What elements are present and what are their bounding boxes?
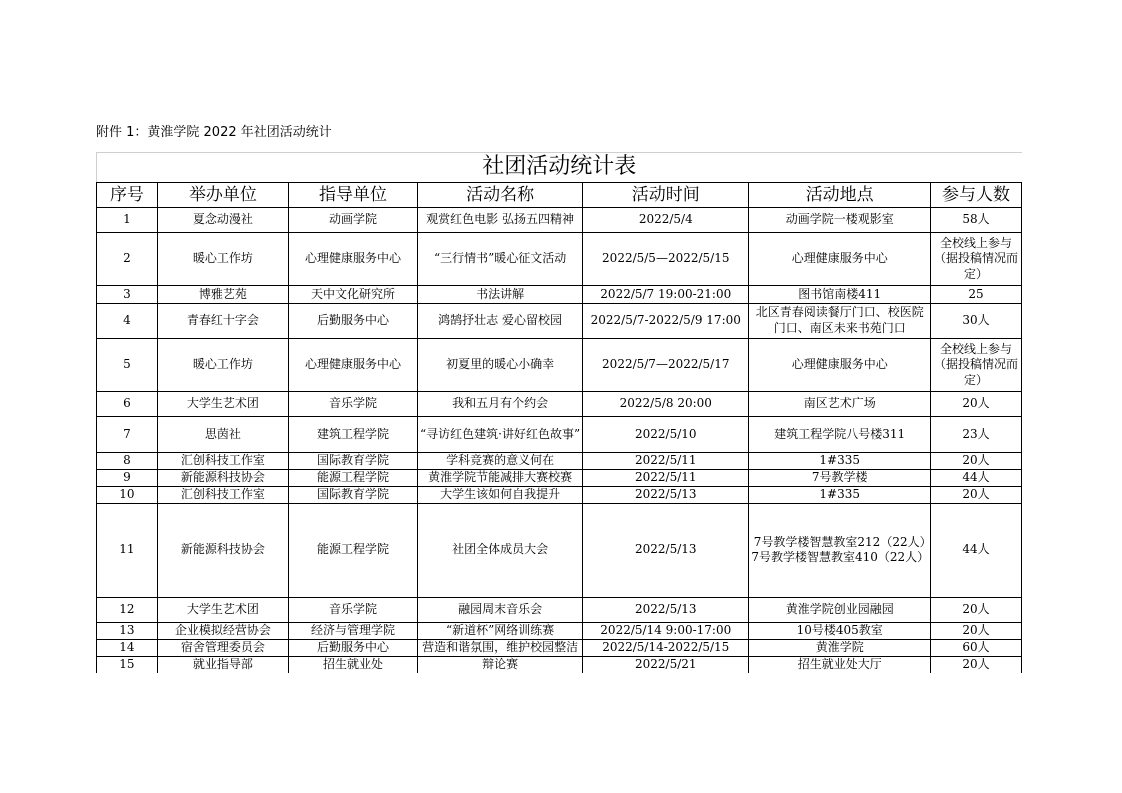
cell-location: 1#335 xyxy=(749,453,931,470)
cell-activity-name: 黄淮学院节能减排大赛校赛 xyxy=(418,469,583,486)
cell-activity-time: 2022/5/4 xyxy=(583,208,749,233)
cell-participants: 全校线上参与（据投稿情况而定） xyxy=(931,339,1022,392)
cell-activity-time: 2022/5/14 9:00-17:00 xyxy=(583,622,749,639)
table-row xyxy=(97,208,1022,233)
cell-participants: 20人 xyxy=(931,486,1022,503)
table-row xyxy=(97,233,1022,286)
cell-activity-time: 2022/5/11 xyxy=(583,453,749,470)
cell-participants: 30人 xyxy=(931,304,1022,339)
cell-supervisor: 天中文化研究所 xyxy=(288,286,417,304)
table-row xyxy=(97,656,1022,673)
cell-supervisor: 建筑工程学院 xyxy=(288,417,417,453)
cell-organizer: 宿舍管理委员会 xyxy=(157,639,288,656)
cell-activity-name: 融园周末音乐会 xyxy=(418,597,583,622)
cell-supervisor: 动画学院 xyxy=(288,208,417,233)
cell-supervisor: 音乐学院 xyxy=(288,392,417,417)
cell-activity-time: 2022/5/13 xyxy=(583,597,749,622)
cell-activity-time: 2022/5/21 xyxy=(583,656,749,673)
cell-organizer: 暖心工作坊 xyxy=(157,233,288,286)
cell-supervisor: 国际教育学院 xyxy=(288,453,417,470)
cell-index: 6 xyxy=(97,392,158,417)
cell-supervisor: 后勤服务中心 xyxy=(288,639,417,656)
cell-index: 7 xyxy=(97,417,158,453)
cell-participants: 20人 xyxy=(931,392,1022,417)
cell-supervisor: 心理健康服务中心 xyxy=(288,339,417,392)
cell-location: 心理健康服务中心 xyxy=(749,339,931,392)
cell-participants: 20人 xyxy=(931,597,1022,622)
table-row xyxy=(97,286,1022,304)
cell-supervisor: 招生就业处 xyxy=(288,656,417,673)
cell-participants: 44人 xyxy=(931,503,1022,597)
table-header-row xyxy=(97,183,1022,208)
table-row xyxy=(97,339,1022,392)
cell-activity-name: “新道杯”网络训练赛 xyxy=(418,622,583,639)
cell-participants: 20人 xyxy=(931,453,1022,470)
cell-supervisor: 能源工程学院 xyxy=(288,503,417,597)
cell-organizer: 大学生艺术团 xyxy=(157,392,288,417)
table-row xyxy=(97,639,1022,656)
cell-organizer: 新能源科技协会 xyxy=(157,469,288,486)
cell-organizer: 博雅艺苑 xyxy=(157,286,288,304)
cell-activity-time: 2022/5/5—2022/5/15 xyxy=(583,233,749,286)
cell-activity-name: 营造和谐氛围，维护校园整洁 xyxy=(418,639,583,656)
cell-organizer: 暖心工作坊 xyxy=(157,339,288,392)
cell-participants: 58人 xyxy=(931,208,1022,233)
cell-index: 12 xyxy=(97,597,158,622)
cell-participants: 全校线上参与（据投稿情况而定） xyxy=(931,233,1022,286)
cell-organizer: 新能源科技协会 xyxy=(157,503,288,597)
cell-location: 7号教学楼 xyxy=(749,469,931,486)
cell-index: 9 xyxy=(97,469,158,486)
cell-activity-name: 学科竞赛的意义何在 xyxy=(418,453,583,470)
cell-location: 南区艺术广场 xyxy=(749,392,931,417)
cell-location: 建筑工程学院八号楼311 xyxy=(749,417,931,453)
cell-index: 2 xyxy=(97,233,158,286)
cell-location: 心理健康服务中心 xyxy=(749,233,931,286)
column-header: 举办单位 xyxy=(157,183,288,208)
cell-supervisor: 经济与管理学院 xyxy=(288,622,417,639)
activity-stats-table xyxy=(96,152,1022,673)
cell-location: 北区青春阅读餐厅门口、校医院门口、南区未来书苑门口 xyxy=(749,304,931,339)
table-row xyxy=(97,392,1022,417)
table-title: 社团活动统计表 xyxy=(97,153,1022,183)
table-row xyxy=(97,453,1022,470)
cell-organizer: 汇创科技工作室 xyxy=(157,486,288,503)
cell-location: 黄淮学院 xyxy=(749,639,931,656)
table-row xyxy=(97,486,1022,503)
cell-supervisor: 音乐学院 xyxy=(288,597,417,622)
cell-index: 13 xyxy=(97,622,158,639)
cell-supervisor: 国际教育学院 xyxy=(288,486,417,503)
table-row xyxy=(97,503,1022,597)
cell-activity-time: 2022/5/11 xyxy=(583,469,749,486)
cell-participants: 23人 xyxy=(931,417,1022,453)
cell-location: 图书馆南楼411 xyxy=(749,286,931,304)
cell-supervisor: 心理健康服务中心 xyxy=(288,233,417,286)
cell-index: 4 xyxy=(97,304,158,339)
cell-index: 10 xyxy=(97,486,158,503)
cell-participants: 44人 xyxy=(931,469,1022,486)
cell-activity-name: 鸿鹄抒壮志 爱心留校园 xyxy=(418,304,583,339)
cell-activity-name: 我和五月有个约会 xyxy=(418,392,583,417)
cell-activity-name: 初夏里的暖心小确幸 xyxy=(418,339,583,392)
table-row xyxy=(97,469,1022,486)
cell-activity-name: 书法讲解 xyxy=(418,286,583,304)
cell-location: 招生就业处大厅 xyxy=(749,656,931,673)
cell-organizer: 思茵社 xyxy=(157,417,288,453)
table-row xyxy=(97,597,1022,622)
cell-activity-name: “寻访红色建筑·讲好红色故事” xyxy=(418,417,583,453)
cell-participants: 60人 xyxy=(931,639,1022,656)
cell-organizer: 大学生艺术团 xyxy=(157,597,288,622)
cell-activity-time: 2022/5/7-2022/5/9 17:00 xyxy=(583,304,749,339)
cell-index: 11 xyxy=(97,503,158,597)
cell-activity-name: 社团全体成员大会 xyxy=(418,503,583,597)
cell-activity-time: 2022/5/14-2022/5/15 xyxy=(583,639,749,656)
column-header: 序号 xyxy=(97,183,158,208)
cell-activity-time: 2022/5/7—2022/5/17 xyxy=(583,339,749,392)
cell-supervisor: 后勤服务中心 xyxy=(288,304,417,339)
cell-index: 3 xyxy=(97,286,158,304)
column-header: 活动地点 xyxy=(749,183,931,208)
cell-index: 8 xyxy=(97,453,158,470)
cell-location: 1#335 xyxy=(749,486,931,503)
cell-organizer: 企业模拟经营协会 xyxy=(157,622,288,639)
cell-organizer: 夏念动漫社 xyxy=(157,208,288,233)
cell-index: 14 xyxy=(97,639,158,656)
cell-participants: 20人 xyxy=(931,656,1022,673)
table-row xyxy=(97,304,1022,339)
cell-activity-name: “三行情书”暖心征文活动 xyxy=(418,233,583,286)
cell-participants: 20人 xyxy=(931,622,1022,639)
cell-activity-time: 2022/5/10 xyxy=(583,417,749,453)
cell-participants: 25 xyxy=(931,286,1022,304)
column-header: 指导单位 xyxy=(288,183,417,208)
cell-activity-time: 2022/5/7 19:00-21:00 xyxy=(583,286,749,304)
cell-index: 15 xyxy=(97,656,158,673)
cell-location: 10号楼405教室 xyxy=(749,622,931,639)
table-title-row xyxy=(97,153,1022,183)
cell-activity-time: 2022/5/13 xyxy=(583,503,749,597)
cell-activity-time: 2022/5/8 20:00 xyxy=(583,392,749,417)
cell-location: 7号教学楼智慧教室212（22人）7号教学楼智慧教室410（22人） xyxy=(749,503,931,597)
cell-organizer: 就业指导部 xyxy=(157,656,288,673)
cell-index: 5 xyxy=(97,339,158,392)
table-row xyxy=(97,417,1022,453)
cell-activity-name: 观赏红色电影 弘扬五四精神 xyxy=(418,208,583,233)
cell-location: 动画学院一楼观影室 xyxy=(749,208,931,233)
cell-organizer: 汇创科技工作室 xyxy=(157,453,288,470)
column-header: 活动时间 xyxy=(583,183,749,208)
column-header: 活动名称 xyxy=(418,183,583,208)
cell-index: 1 xyxy=(97,208,158,233)
table-row xyxy=(97,622,1022,639)
cell-organizer: 青春红十字会 xyxy=(157,304,288,339)
cell-supervisor: 能源工程学院 xyxy=(288,469,417,486)
cell-activity-name: 辩论赛 xyxy=(418,656,583,673)
cell-location: 黄淮学院创业园融园 xyxy=(749,597,931,622)
column-header: 参与人数 xyxy=(931,183,1022,208)
cell-activity-time: 2022/5/13 xyxy=(583,486,749,503)
attachment-caption: 附件 1：黄淮学院 2022 年社团活动统计 xyxy=(96,125,332,140)
cell-activity-name: 大学生该如何自我提升 xyxy=(418,486,583,503)
